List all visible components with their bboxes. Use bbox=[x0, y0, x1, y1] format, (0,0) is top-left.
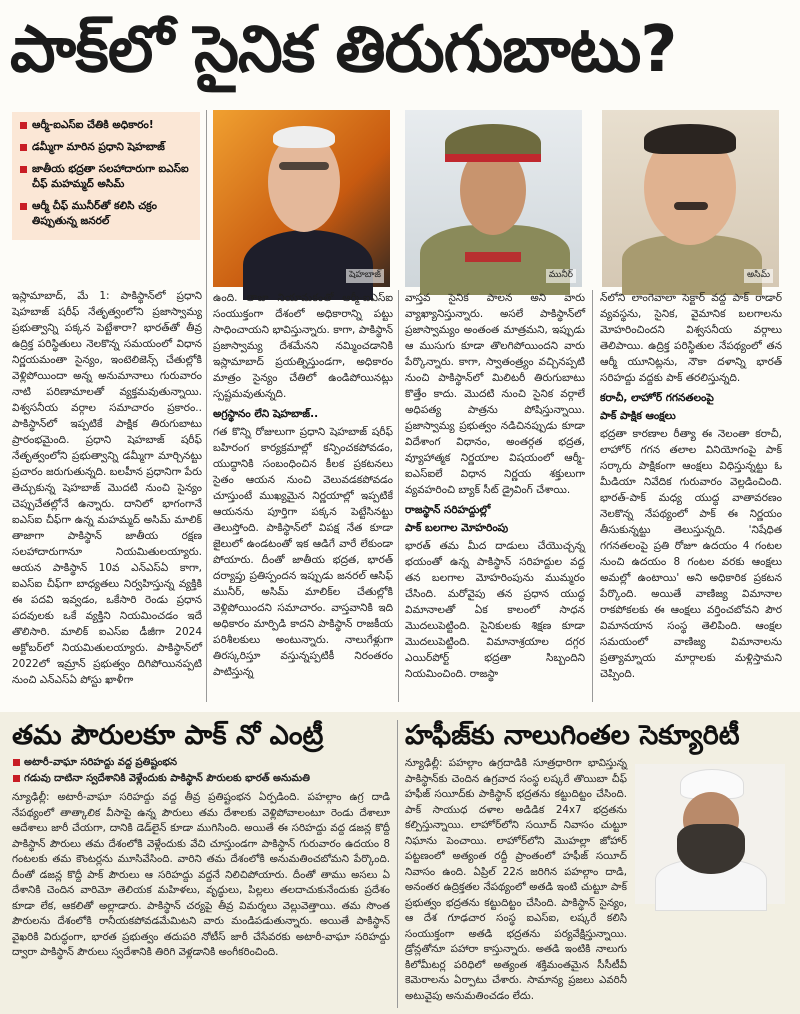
subheading: పాక్ బలగాల మోహరింపు bbox=[405, 522, 509, 534]
article-text: ఉంది. తాజా నియామకంతో ఆర్మీ-ఐఎస్ఐ సంయుక్తంగా దేశంలో అధికారాన్ని పట్టు సాధించాయని భావిస్తున్నారు. కాగా, పాకిస్థాన్ ప్రజాస్వామ్య దేశమేనని నమ్మించడానికి ఇస్లామాబాద్ ప్రయత్నిస్తుండగా, అధికారం మాత్రం సైన్యం చేతిలో ఉండిపోయినట్లు స్పష్టమవుతున్నది. bbox=[213, 292, 393, 400]
article-column-2 bbox=[213, 290, 393, 700]
story-body: న్యూఢిల్లీ: అటారీ-వాఘా సరిహద్దు వద్ద తీవ్ర ప్రతిష్టంభన ఏర్పడింది. పహల్గాం ఉగ్ర దాడి నేపథ్యంలో తాత్కాలిక వీసాపై ఉన్న పౌరులు తమ దేశాలకు వెళ్లిపోవాలంటూ రెండు దేశాలూ ఆదేశాలు జారీ చేయగా, దానికి డెడ్‌లైన్ కూడా ముగిసింది. అయితే ఈ సరిహద్దు వద్ద డజన్ల కొద్దీ పాకిస్థాన్ పౌరులు తమ దేశంలోకి వెళ్లేందుకు వేచి చూస్తుండగా పాకిస్థాన్ గురువారం ఉదయం 8 గంటలకు తమ కౌంటర్లను మూసివేసింది. వారిని తమ దేశంలోకి అనుమతించబోమని పేర్కొంది. దీంతో డజన్ల కొద్దీ పాక్ పౌరులు ఆ సరిహద్దు వద్దనే నిలిచిపోయారు. దీంతో తాము అసలు ఏ దేశానికి చెందిన వారిమో తెలియక మహిళలు, వృద్ధులు, పిల్లలు తలదాచుకునేందుకు ప్రదేశం కూడా లేక, ఆకలితో అల్లాడారు. పాకిస్థాన్ చర్యపై తీవ్ర విమర్శలు వెల్లువెత్తాయి. తమ సొంత పౌరులను దేశంలోకి రానీయకపోవడమేమిటని వారు మండిపడుతున్నారు. అయితే పాకిస్థాన్ వైఖరికి విరుద్ధంగా, భారత ప్రభుత్వం తదుపరి నోటీస్ జారీ చేసేవరకు అటారీ-వాఘా సరిహద్దు ద్వారా పాకిస్థాన్ పౌరులు స్వదేశానికి తిరిగి వెళ్లడానికి అంగీకరించింది. bbox=[12, 791, 390, 958]
subheading: కరాచీ, లాహోర్ గగనతలంపై bbox=[600, 392, 714, 404]
highlight-item: జాతీయ భద్రతా సలహాదారుగా ఐఎస్ఐ చీఫ్ మహమ్మద్ అసిమ్ bbox=[20, 162, 194, 192]
article-text: భారత్ తమ మీద దాడులు చేయొచ్చన్న భయంతో ఉన్న పాకిస్థాన్ సరిహద్దుల వద్ద తన బలగాల మోహరింపును ముమ్మరం చేసింది. మరోవైపు తన ప్రధాన యుద్ధ విమానాలతో ఏక కాలంలో సాధన మొదలుపెట్టింది. సైనికులకు శిక్షణ కూడా మొదలుపెట్టింది. విమానాశ్రయాల దగ్గర ఎయిర్‌పోర్ట్ భద్రతా సిబ్బందిని నియమించింది. రాజస్థా bbox=[405, 540, 585, 680]
story-headline: హఫీజ్‌కు నాలుగింతల సెక్యూరిటీ bbox=[405, 720, 740, 751]
main-headline: పాక్‌లో సైనిక తిరుగుబాటు? bbox=[10, 13, 677, 87]
subheading: రాజస్థాన్ సరిహద్దుల్లో bbox=[405, 504, 491, 516]
subheading: పాక్ పాక్షిక ఆంక్షలు bbox=[600, 410, 676, 422]
highlight-item: డమ్మీగా మారిన ప్రధాని షెహబాజ్ bbox=[20, 140, 194, 155]
article-column-3 bbox=[405, 290, 585, 700]
highlight-item: ఆర్మీ చీఫ్ మునీర్‌తో కలిసి చక్రం తిప్పుతున్న జనరల్ bbox=[20, 199, 194, 229]
article-text: ఇస్లామాబాద్, మే 1: పాకిస్థాన్‌లో ప్రధాని షెహబాజ్ షరీఫ్ నేతృత్వంలోని ప్రజాస్వామ్య ప్రభుత్వాన్ని పక్కన పెట్టేశారా? భారత్‌తో తీవ్ర ఉద్రిక్త పరిస్థితులు నెలకొన్న సమయంలో విధాన నిర్ణయమంతా సైన్యం, ఇంటెలిజెన్స్ చేతుల్లోకి వెళ్లిపోయిందా అన్న అనుమానాలు గురువారం నాటి పరిణామాలతో వ్యక్తమవుతున్నాయి. విశ్వసనీయ వర్గాల సమాచారం ప్రకారం.. పాకిస్థాన్‌లో ఇప్పటికే పాక్షిక తిరుగుబాటు ప్రారంభమైంది. ప్రధాని షెహబాజ్ షరీఫ్ నేతృత్వంలోని ప్రభుత్వాన్ని డమ్మీగా మార్చినట్టు ప్రచారం జరుగుతున్నది. బలహీన ప్రధానిగా పేరు తెచ్చుకున్న షెహబాజ్ మొదటి నుంచి సైన్యం చెప్పుచేతల్లోనే ఉన్నారు. దానిలో భాగంగానే ఐఎస్ఐ చీఫ్‌గా ఉన్న మహమ్మద్ అసిమ్ మాలిక్ తాజాగా పాకిస్థాన్ జాతీయ రక్షణ సలహాదారుగానూ నియమితులయ్యారు. ఆయన పాకిస్థాన్ 10వ ఎన్ఎస్ఏ కాగా, ఐఎస్ఐ చీఫ్‌గా బాధ్యతలు నిర్వహిస్తున్న వ్యక్తికి ఈ పదవి ఇవ్వడం, ఒకేసారి రెండు ప్రధాన పదవులకు ఒకే వ్యక్తిని నియమించడం ఇదే తొలిసారి. మాలిక్ ఐఎస్ఐ డీజీగా 2024 అక్టోబర్‌లో నియమితులయ్యారు. పాకిస్థాన్‌లో 2022లో ఇమ్రాన్ ప్రభుత్వం దిగిపోయినప్పటి నుంచి ఎన్ఎస్ఏ పోస్టు ఖాళీగా bbox=[12, 290, 202, 686]
story-hafiz-security bbox=[405, 716, 787, 1012]
subheading: అగ్రస్థానం లేని షెహబాజ్.. bbox=[213, 408, 319, 420]
article-text: న్‌లోని లాంగెవాలా సెక్టార్ వద్ద పాక్ రాడార్ వ్యవస్థను, సైనిక, వైమానిక బలగాలను మోహరించిందని విశ్వసనీయ వర్గాలు తెలిపాయి. ఉద్రిక్త పరిస్థితుల నేపథ్యంలో తన ఆర్మీ యూనిట్లను, నౌకా దళాన్ని భారత్ సరిహద్దు వద్దకు పాక్ తరలిస్తున్నది. bbox=[600, 292, 782, 384]
column-divider bbox=[206, 110, 207, 702]
story-headline: తమ పౌరులకూ పాక్ నో ఎంట్రీ bbox=[12, 720, 324, 751]
article-text: గత కొన్ని రోజులుగా ప్రధాని షెహబాజ్ షరీఫ్ బహిరంగ కార్యక్రమాల్లో కన్పించకపోవడం, యుద్ధానికి సంబంధించిన కీలక ప్రకటనలు సైతం ఆయన నుంచి వెలువడకపోవడం చూస్తుంటే ముఖ్యమైన నిర్ణయాల్లో ఇప్పటికే ఆయనను పూర్తిగా పక్కన పెట్టేసినట్టు తెలుస్తోంది. పాకిస్థాన్‌లో విపక్ష నేత కూడా జైలులో ఉండటంతో ఇక ఆడిగే వారే లేకుండా పోయారు. దీంతో జాతీయ భద్రత, భారత్ దర్యాప్తు ప్రతిస్పందన ఇప్పుడు జనరల్ ఆసిఫ్ మునీర్, అసిమ్ మాలిక్‌ల చేతుల్లోకి వెళ్లిపోయిందని సమాచారం. వాస్తవానికి ఇది అధికారం మార్పిడి కాదని పాకిస్థాన్ రాజకీయ పరిశీలకులు అంటున్నారు. నాలుగేళ్లుగా తిరస్కరిస్తూ వస్తున్నప్పటికీ నిరంతరం పాటిస్తున్న bbox=[213, 426, 393, 678]
column-divider bbox=[397, 720, 398, 1008]
photo-asim bbox=[602, 110, 779, 287]
story-no-entry bbox=[12, 716, 390, 1012]
photo-caption: అసిమ్ bbox=[744, 269, 773, 283]
photo-shehbaz bbox=[213, 110, 390, 287]
article-column-1 bbox=[12, 288, 202, 700]
column-divider bbox=[398, 290, 399, 702]
highlight-item: ఆర్మీ-ఐఎస్ఐ చేతికి అధికారం! bbox=[20, 118, 194, 133]
photo-munir bbox=[405, 110, 582, 287]
story-body-top: న్యూఢిల్లీ: పహల్గాం ఉగ్రదాడికి సూత్రధారిగా భావిస్తున్న పాకిస్థాన్‌కు చెందిన ఉగ్రవాద సంస్థ లష్కరే తొయిబా చీఫ్ హఫీజ్ సయీద్‌కు పాకిస్థాన్ భద్రతను కట్టుదిట్టం చేసింది. పాక్ సాయుధ దళాల అడిడిక 24x7 భద్రతను కల్పిస్తున్నాయి. లాహోర్‌లోని సయీద్ నివాసం చుట్టూ నిఘాను పెంచాయి. లాహోర్‌లోని మొహల్లా జోహార్ పట్టణంలో అత్యంత రద్దీ ప్రాంతంలో హఫీజ్ సయీద్ నివాసం ఉంది. ఏప్రిల్ 22న జరిగిన పహల్గాం దాడి, అనంతర ఉద్రిక్తతల నేపథ్యంలో అతడి ఇంటి చుట్టూ పాక్ ప్రభుత్వం భద్రతను కట్టుదిట్టం చేసింది. పాకిస్థాన్ సైన్యం, ఆ దేశ గూఢచార సంస్థ ఐఎస్ఐ, లష్కరే కలిసి సంయుక్తంగా అతడి భద్రతను పర్యవేక్షిస్తున్నాయి. డ్రోన్లతోనూ పహారా కాస్తున్నారు. అతడి ఇంటికి నాలుగు కిలోమీటర్ల పరిధిలో అత్యంత శక్తిమంతమైన సీసీటీవీ కెమెరాలను ఏర్పాటు చేశారు. సామాన్య ప్రజలు ఎవరినీ అటువైపు అనుమతించడం లేదు. bbox=[405, 757, 627, 1002]
story-bullet: గడువు దాటినా స్వదేశానికి వెళ్లేందుకు పాకిస్థాన్ పౌరులకు భారత్ అనుమతి bbox=[12, 772, 390, 786]
article-text: వాస్తవ సైనిక పాలన అని వారు వ్యాఖ్యానిస్తున్నారు. అసలే పాకిస్థాన్‌లో ప్రజాస్వామ్యం అంతంత మాత్రమని, ఇప్పుడు ఆ ముసుగు కూడా తొలగిపోయిందని వారు పేర్కొన్నారు. కాగా, స్వాతంత్ర్యం వచ్చినప్పటి నుంచి పాకిస్థాన్‌లో మిలిటరీ తిరుగుబాటు కొత్తేం కాదు. మొదటి నుంచి సైనిక వర్గాలే అధిపత్య పాత్రను పోషిస్తున్నాయి. ప్రజాస్వామ్య ప్రభుత్వం నడిచినప్పుడు కూడా విదేశాంగ విధానం, అంతర్గత భద్రత, వ్యూహాత్మక నిర్ణయాల విషయంలో ఆర్మీ-ఐఎస్ఐలే విధాన నిర్ణయ శక్తులుగా వ్యవహరించి బ్యాక్ సీట్ డ్రైవింగ్ చేశాయి. bbox=[405, 292, 585, 496]
photo-caption: షెహబాజ్ bbox=[346, 269, 384, 283]
highlights-box bbox=[12, 112, 200, 240]
article-column-4 bbox=[600, 290, 782, 700]
story-bullet: అటారీ-వాఘా సరిహద్దు వద్ద ప్రతిష్టంభన bbox=[12, 756, 390, 770]
photo-hafiz bbox=[635, 764, 785, 904]
photo-caption: మునీర్ bbox=[546, 269, 576, 283]
column-divider bbox=[592, 290, 593, 702]
article-text: భద్రతా కారణాల రీత్యా ఈ నెలంతా కరాచీ, లాహోర్ గగన తలాల వినియోగంపై పాక్ సర్కారు పాక్షికంగా ఆంక్షలు విధిస్తున్నట్టు ఓ మీడియా నివేదిక గురువారం వెల్లడించింది. భారత్-పాక్ మధ్య యుద్ధ వాతావరణం నెలకొన్న నేపథ్యంలో పాక్ ఈ నిర్ణయం తీసుకున్నట్టు తెలుస్తున్నది. 'నిషేధిత గగనతలంపై ప్రతి రోజూ ఉదయం 4 గంటల నుంచి ఉదయం 8 గంటల వరకు ఆంక్షలు అమల్లో ఉంటాయి' అని అధికారిక ప్రకటన పేర్కొంది. అయితే వాణిజ్య విమానాల రాకపోకలకు ఈ ఆంక్షలు వర్తించబోవని పౌర విమానయాన సంస్థ తెలిపింది. ఆంక్షల సమయంలో వాణిజ్య విమానాలను ప్రత్యామ్నాయ మార్గాలకు మళ్లిస్తామని చెప్పింది. bbox=[600, 428, 782, 680]
